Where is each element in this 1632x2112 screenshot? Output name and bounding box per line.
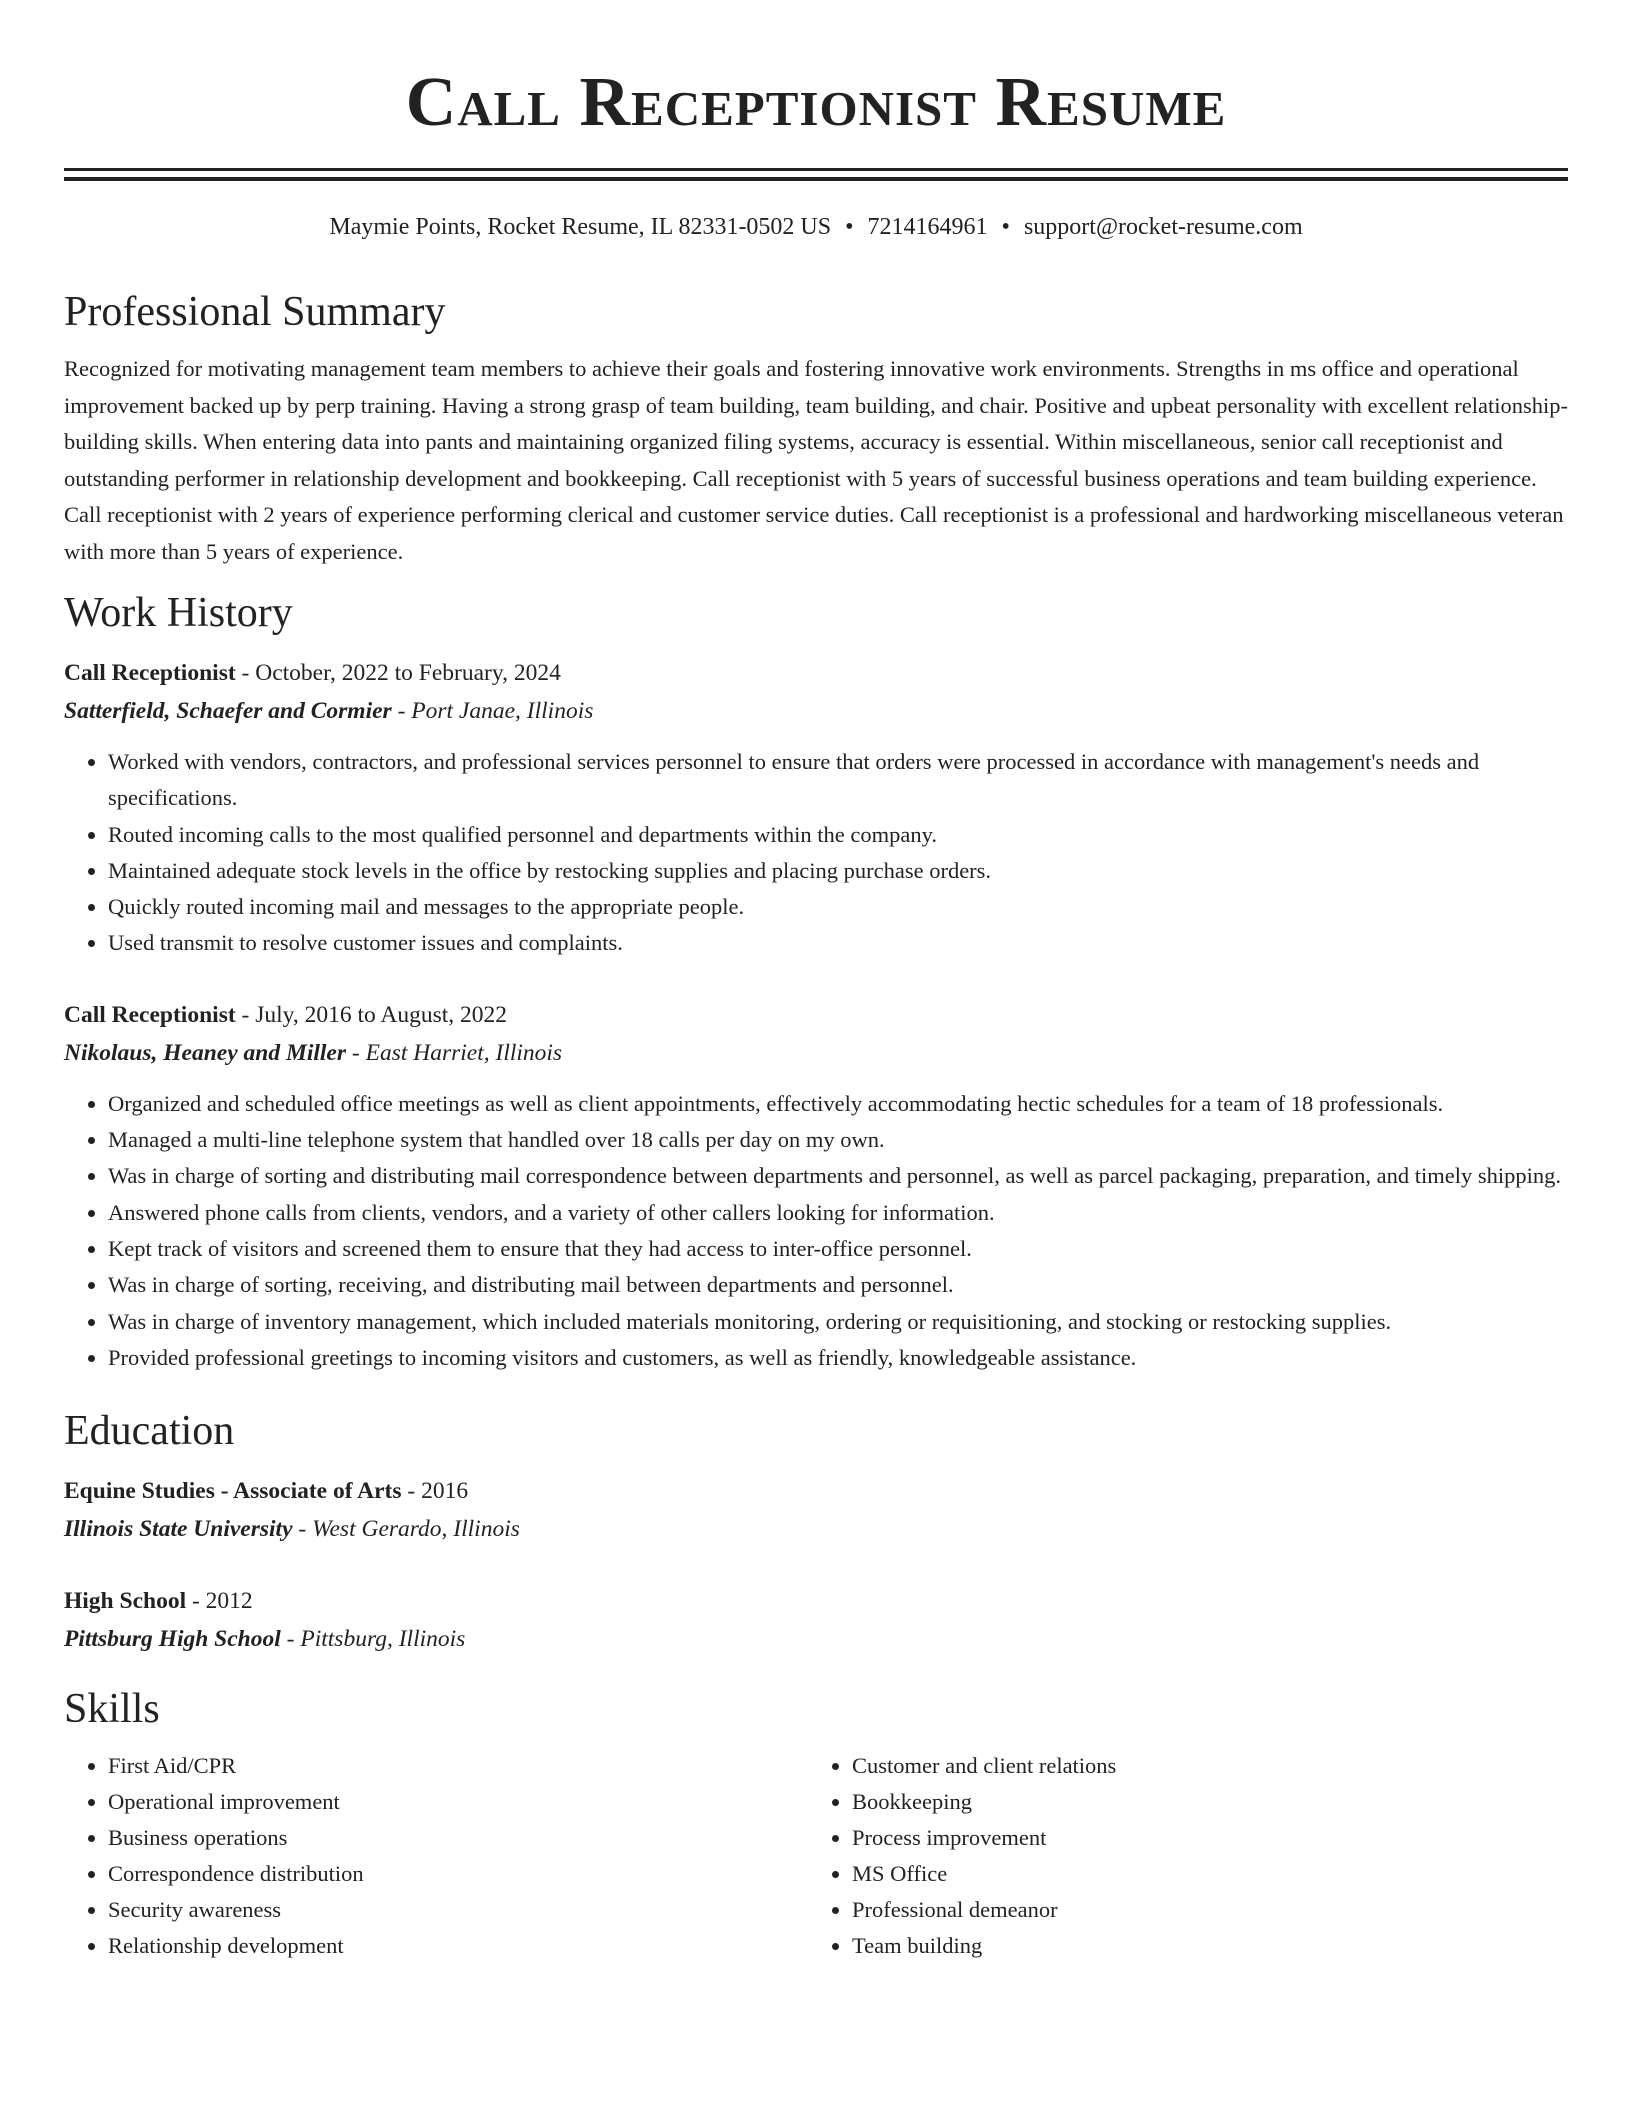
company-location: - Port Janae, Illinois bbox=[391, 698, 594, 724]
degree-name: Equine Studies - Associate of Arts bbox=[64, 1478, 402, 1505]
school-line bbox=[64, 1620, 1568, 1658]
skill-item: • Correspondence distribution bbox=[108, 1856, 808, 1892]
contact-phone: 7214164961 bbox=[867, 214, 988, 240]
school-name: Illinois State University bbox=[64, 1516, 293, 1543]
skill-item: • Professional demeanor bbox=[852, 1892, 1552, 1928]
title-rule-top bbox=[64, 168, 1568, 171]
bullet-item: • Routed incoming calls to the most qualified personnel and departments within the company. bbox=[108, 817, 1568, 853]
company-location: - East Harriet, Illinois bbox=[346, 1039, 563, 1066]
bullet-item: • Was in charge of sorting and distributing mail correspondence between departments and personnel, as well as parcel packaging, preparation, and timely shipping. bbox=[108, 1158, 1568, 1194]
contact-email: support@rocket-resume.com bbox=[1023, 214, 1303, 240]
bullet-item: • Was in charge of inventory management, which included materials monitoring, ordering or requisitioning, and stocking or restocking supplies. bbox=[108, 1304, 1568, 1340]
contact-separator: • bbox=[845, 214, 854, 240]
resume-title: Call Receptionist Resume bbox=[405, 64, 1227, 141]
degree-name: High School bbox=[64, 1588, 187, 1615]
company-name: Nikolaus, Heaney and Miller bbox=[64, 1039, 347, 1066]
education-heading: Education bbox=[64, 1408, 235, 1455]
contact-line bbox=[64, 211, 1568, 243]
job-title-line bbox=[64, 996, 1568, 1034]
job-title: Call Receptionist bbox=[64, 660, 236, 686]
skill-item: • Team building bbox=[852, 1928, 1552, 1964]
contact-separator: • bbox=[1001, 214, 1010, 240]
bullet-item: • Maintained adequate stock levels in the office by restocking supplies and placing purchase orders. bbox=[108, 853, 1568, 889]
school-line bbox=[64, 1510, 1568, 1548]
bullet-item: • Managed a multi-line telephone system that handled over 18 calls per day on my own. bbox=[108, 1122, 1568, 1158]
work-history-heading: Work History bbox=[64, 590, 293, 636]
bullet-item: • Quickly routed incoming mail and messages to the appropriate people. bbox=[108, 889, 1568, 925]
skill-item: • Relationship development bbox=[108, 1928, 808, 1964]
skills-columns bbox=[64, 1748, 1568, 1964]
skills-list-left bbox=[64, 1748, 808, 1964]
company-line bbox=[64, 1034, 1568, 1072]
education-entry bbox=[64, 1582, 1568, 1658]
summary-heading: Professional Summary bbox=[64, 289, 446, 335]
summary-text: Recognized for motivating management team members to achieve their goals and fostering innovative work environments. Strengths in ms office and operational improvement backed up by perp training. Having a strong grasp of team building, team building, and chair. Positive and upbeat personality with excellent relationship-building skills. When entering data into pants and maintaining organized filing systems, accuracy is essential. Within miscellaneous, senior call receptionist and outstanding performer in relationship development and bookkeeping. Call receptionist with 5 years of successful business operations and team building experience. Call receptionist with 2 years of experience performing clerical and customer service duties. Call receptionist is a professional and hardworking miscellaneous veteran with more than 5 years of experience. bbox=[64, 356, 1569, 564]
job-title-line bbox=[64, 654, 1568, 692]
skill-item: • Business operations bbox=[108, 1820, 808, 1856]
bullet-item: • Organized and scheduled office meetings as well as client appointments, effectively accommodating hectic schedules for a team of 18 professionals. bbox=[108, 1086, 1568, 1122]
school-name: Pittsburg High School bbox=[64, 1626, 281, 1653]
skill-item: • First Aid/CPR bbox=[108, 1748, 808, 1784]
degree-line bbox=[64, 1582, 1568, 1620]
skill-item: • Process improvement bbox=[852, 1820, 1552, 1856]
school-location: - Pittsburg, Illinois bbox=[280, 1626, 466, 1653]
bullet-item: • Was in charge of sorting, receiving, and distributing mail between departments and personnel. bbox=[108, 1267, 1568, 1303]
job-dates: - October, 2022 to February, 2024 bbox=[235, 660, 561, 686]
job-dates: - July, 2016 to August, 2022 bbox=[235, 1001, 508, 1028]
skill-item: • Customer and client relations bbox=[852, 1748, 1552, 1784]
education-entry bbox=[64, 1472, 1568, 1548]
contact-address: Maymie Points, Rocket Resume, IL 82331-0502 US bbox=[329, 214, 832, 240]
skill-item: • Operational improvement bbox=[108, 1784, 808, 1820]
degree-year: - 2012 bbox=[186, 1588, 253, 1615]
job-bullets bbox=[64, 1086, 1568, 1376]
degree-year: - 2016 bbox=[401, 1478, 469, 1505]
job-entry bbox=[64, 996, 1568, 1376]
skills-heading: Skills bbox=[64, 1686, 160, 1733]
skill-item: • Security awareness bbox=[108, 1892, 808, 1928]
bullet-item: • Worked with vendors, contractors, and professional services personnel to ensure that orders were processed in accordance with management's needs and specifications. bbox=[108, 744, 1568, 817]
bullet-item: • Used transmit to resolve customer issues and complaints. bbox=[108, 925, 1568, 961]
resume-page bbox=[64, 0, 1568, 1964]
job-bullets bbox=[64, 744, 1568, 962]
company-line bbox=[64, 692, 1568, 730]
skill-item: • Bookkeeping bbox=[852, 1784, 1552, 1820]
bullet-item: • Kept track of visitors and screened them to ensure that they had access to inter-office personnel. bbox=[108, 1231, 1568, 1267]
title-rule-bottom bbox=[64, 177, 1568, 181]
job-entry bbox=[64, 654, 1568, 962]
degree-line bbox=[64, 1472, 1568, 1510]
bullet-item: • Provided professional greetings to incoming visitors and customers, as well as friendly, knowledgeable assistance. bbox=[108, 1340, 1568, 1376]
bullet-item: • Answered phone calls from clients, vendors, and a variety of other callers looking for information. bbox=[108, 1195, 1568, 1231]
job-title: Call Receptionist bbox=[64, 1001, 236, 1028]
company-name: Satterfield, Schaefer and Cormier bbox=[64, 698, 392, 724]
school-location: - West Gerardo, Illinois bbox=[292, 1516, 520, 1543]
skill-item: • MS Office bbox=[852, 1856, 1552, 1892]
skills-list-right bbox=[808, 1748, 1552, 1964]
